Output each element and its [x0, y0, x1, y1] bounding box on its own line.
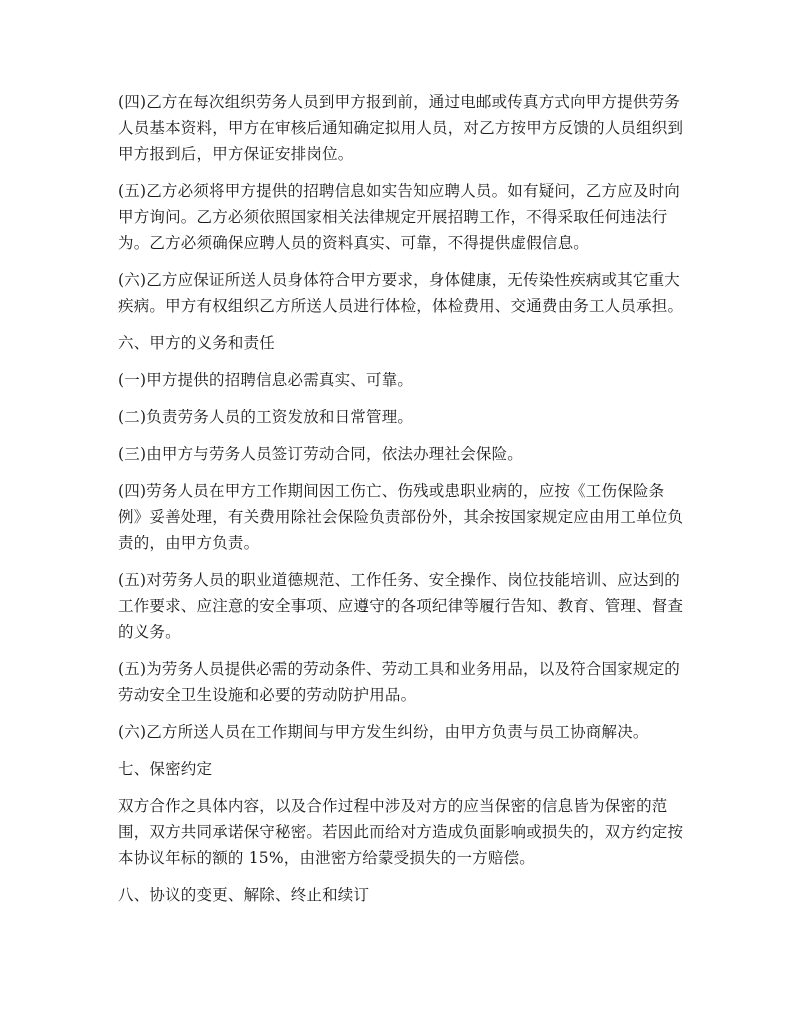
text-line: 八、协议的变更、解除、终止和续订: [118, 886, 370, 904]
clause-6-3: [118, 441, 686, 467]
clause-6-2: [118, 404, 686, 430]
text-line: 人员基本资料，甲方在审核后通知确定拟用人员，对乙方按甲方反馈的人员组织到: [118, 119, 684, 137]
clause-6-1: [118, 367, 686, 393]
clause-6-5b: [118, 656, 686, 708]
clause-5-6: [118, 267, 686, 319]
text-line: 疾病。甲方有权组织乙方所送人员进行体检，体检费用、交通费由务工人员承担。: [118, 297, 684, 315]
text-line: (一)甲方提供的招聘信息必需真实、可靠。: [118, 371, 414, 389]
clause-5-4: [118, 89, 686, 167]
text-line: (六)乙方应保证所送人员身体符合甲方要求，身体健康，无传染性疾病或其它重大: [118, 271, 680, 289]
text-line: 劳动安全卫生设施和必要的劳动防护用品。: [118, 686, 417, 704]
text-line: (五)为劳务人员提供必需的劳动条件、劳动工具和业务用品，以及符合国家规定的: [118, 660, 680, 678]
text-line: (五)对劳务人员的职业道德规范、工作任务、安全操作、岗位技能培训、应达到的: [118, 571, 680, 589]
text-line: 本协议年标的额的 15%，由泄密方给蒙受损失的一方赔偿。: [118, 849, 535, 867]
text-line: 七、保密约定: [118, 760, 213, 778]
text-line: 甲方报到后，甲方保证安排岗位。: [118, 145, 354, 163]
text-line: (六)乙方所送人员在工作期间与甲方发生纠纷，由甲方负责与员工协商解决。: [118, 723, 649, 741]
text-line: 的义务。: [118, 623, 181, 641]
clause-6-5a: [118, 567, 686, 645]
clause-6-6: [118, 719, 686, 745]
text-line: (五)乙方必须将甲方提供的招聘信息如实告知应聘人员。如有疑问，乙方应及时向: [118, 182, 680, 200]
text-line: 六、甲方的义务和责任: [118, 334, 276, 352]
text-line: (二)负责劳务人员的工资发放和日常管理。: [118, 408, 414, 426]
text-line: 甲方询问。乙方必须依照国家相关法律规定开展招聘工作，不得采取任何违法行: [118, 208, 668, 226]
text-line: (四)劳务人员在甲方工作期间因工伤亡、伤残或患职业病的，应按《工伤保险条: [118, 482, 665, 500]
clause-7-body: [118, 793, 686, 871]
section-8-heading: [118, 882, 686, 908]
text-line: (三)由甲方与劳务人员签订劳动合同，依法办理社会保险。: [118, 445, 523, 463]
text-line: 双方合作之具体内容，以及合作过程中涉及对方的应当保密的信息皆为保密的范: [118, 797, 668, 815]
text-line: 例》妥善处理，有关费用除社会保险负责部份外，其余按国家规定应由用工单位负: [118, 508, 684, 526]
text-line: (四)乙方在每次组织劳务人员到甲方报到前，通过电邮或传真方式向甲方提供劳务: [118, 93, 680, 111]
section-6-heading: [118, 330, 686, 356]
section-7-heading: [118, 756, 686, 782]
clause-6-4: [118, 478, 686, 556]
text-line: 围，双方共同承诺保守秘密。若因此而给对方造成负面影响或损失的，双方约定按: [118, 823, 684, 841]
clause-5-5: [118, 178, 686, 256]
text-line: 责的，由甲方负责。: [118, 534, 260, 552]
text-line: 工作要求、应注意的安全事项、应遵守的各项纪律等履行告知、教育、管理、督查: [118, 597, 684, 615]
text-line: 为。乙方必须确保应聘人员的资料真实、可靠，不得提供虚假信息。: [118, 234, 590, 252]
